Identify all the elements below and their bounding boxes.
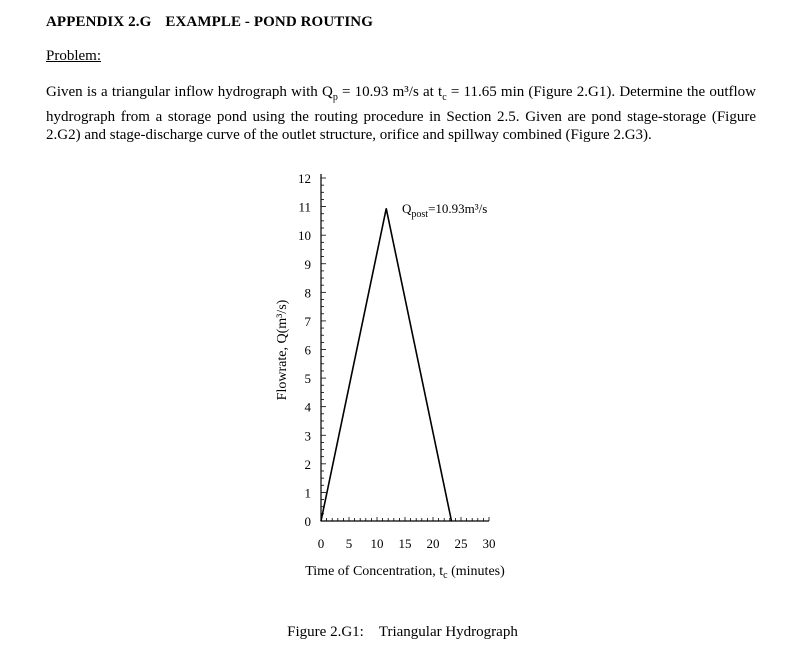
y-tick-label: 9 xyxy=(304,256,311,272)
y-tick-label: 5 xyxy=(304,371,311,387)
y-tick-label: 0 xyxy=(304,514,311,529)
y-tick-label: 8 xyxy=(304,285,311,301)
hydrograph-point xyxy=(320,520,321,521)
problem-label: Problem: xyxy=(46,48,101,64)
chart-ticks xyxy=(321,178,489,521)
y-tick-label: 1 xyxy=(304,485,311,501)
para-part-1: Given is a triangular inflow hydrograph with Q xyxy=(46,84,333,100)
figure-caption xyxy=(0,624,790,641)
hydrograph-point xyxy=(451,520,452,521)
y-tick-label: 10 xyxy=(298,228,311,244)
x-tick-label: 5 xyxy=(345,536,353,551)
caption-label: Figure 2.G1: xyxy=(287,624,364,640)
chart-axes xyxy=(321,174,489,521)
x-axis-label: Time of Concentration, $t_c$ (minutes) xyxy=(305,564,505,581)
appendix-title: EXAMPLE - POND ROUTING xyxy=(165,14,373,30)
annotation-subscript: post xyxy=(411,209,429,220)
y-tick-label: 12 xyxy=(298,171,311,186)
chart-series xyxy=(320,208,452,522)
y-tick-label: 4 xyxy=(304,399,311,415)
x-tick-label: 15 xyxy=(398,536,412,551)
x-tick-label: 10 xyxy=(370,536,384,551)
y-tick-label: 3 xyxy=(304,428,311,444)
y-tick-label: 11 xyxy=(298,199,311,215)
y-tick-label: 2 xyxy=(304,456,311,472)
appendix-number: APPENDIX 2.G xyxy=(46,14,152,30)
para-part-3: = 11.65 min (Figure 2.G1). Determine the outflow hydrograph from a storage pond using the routing procedure in Section 2.5. Given are pond stage-storage (Figure 2.G2) and stage-discharge curve of the outlet structure, orifice and spillway combined (Figure 2.G3). xyxy=(46,84,757,143)
annotation-value: =10.93m³/s xyxy=(428,201,488,216)
x-tick-label: 0 xyxy=(317,536,325,551)
x-tick-label: 20 xyxy=(426,536,440,551)
x-tick-label: 30 xyxy=(482,536,496,551)
x-label-subscript: c xyxy=(443,570,448,581)
para-part-2: = 10.93 m³/s at t xyxy=(337,84,443,100)
x-tick-label: 25 xyxy=(454,536,468,551)
y-axis-label: Flowrate, Q(m³/s) xyxy=(275,299,290,401)
para-sub-p: p xyxy=(332,92,338,103)
x-label-rest: (minutes) xyxy=(447,564,505,579)
para-sub-c: c xyxy=(442,92,447,103)
hydrograph-point xyxy=(386,208,387,209)
hydrograph-line xyxy=(321,209,451,521)
y-tick-label: 7 xyxy=(304,313,311,329)
caption-text: Triangular Hydrograph xyxy=(378,624,518,640)
peak-annotation: $Q_{post}=10.93m^3/s$ xyxy=(402,201,488,220)
chart-tick-labels xyxy=(298,171,496,551)
y-tick-label: 6 xyxy=(304,342,311,358)
